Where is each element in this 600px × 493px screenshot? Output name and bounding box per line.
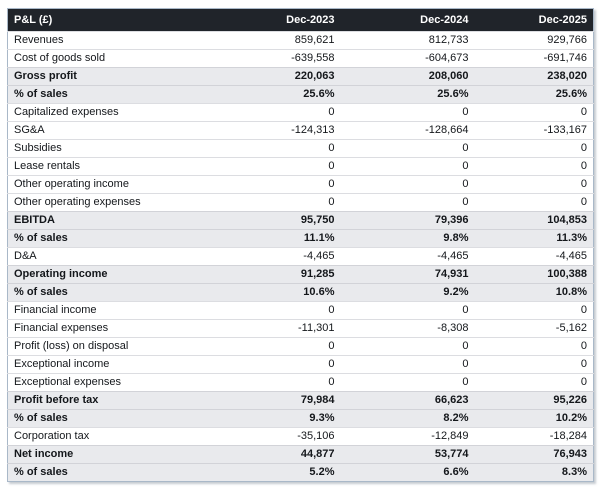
row-label: Net income: [8, 446, 208, 464]
table-row: [8, 374, 594, 392]
row-label: SG&A: [8, 122, 208, 140]
cell-value: 66,623: [341, 392, 475, 410]
cell-value: 0: [341, 104, 475, 122]
table-row: [8, 302, 594, 320]
table-row: [8, 158, 594, 176]
cell-value: 5.2%: [208, 464, 341, 482]
cell-value: -639,558: [208, 50, 341, 68]
row-label: % of sales: [8, 284, 208, 302]
table-row: [8, 266, 594, 284]
cell-value: -604,673: [341, 50, 475, 68]
cell-value: -18,284: [475, 428, 594, 446]
cell-value: -128,664: [341, 122, 475, 140]
row-label: Corporation tax: [8, 428, 208, 446]
table-row: [8, 50, 594, 68]
row-label: Financial income: [8, 302, 208, 320]
cell-value: 0: [341, 140, 475, 158]
table-row: [8, 446, 594, 464]
table-row: [8, 140, 594, 158]
table-row: [8, 230, 594, 248]
cell-value: -4,465: [475, 248, 594, 266]
cell-value: 0: [341, 158, 475, 176]
row-label: Other operating income: [8, 176, 208, 194]
row-label: Other operating expenses: [8, 194, 208, 212]
row-label: Gross profit: [8, 68, 208, 86]
cell-value: 79,984: [208, 392, 341, 410]
cell-value: 44,877: [208, 446, 341, 464]
cell-value: -8,308: [341, 320, 475, 338]
header-row: [8, 9, 594, 32]
cell-value: 0: [341, 194, 475, 212]
cell-value: -4,465: [208, 248, 341, 266]
cell-value: 0: [208, 140, 341, 158]
table-row: [8, 428, 594, 446]
cell-value: 220,063: [208, 68, 341, 86]
cell-value: 0: [341, 356, 475, 374]
column-header-3: Dec-2025: [475, 9, 594, 32]
cell-value: 10.2%: [475, 410, 594, 428]
cell-value: 0: [475, 302, 594, 320]
row-label: Profit (loss) on disposal: [8, 338, 208, 356]
table-row: [8, 320, 594, 338]
cell-value: 0: [475, 176, 594, 194]
cell-value: 25.6%: [341, 86, 475, 104]
cell-value: 0: [208, 338, 341, 356]
cell-value: 0: [208, 194, 341, 212]
cell-value: -4,465: [341, 248, 475, 266]
cell-value: 0: [341, 302, 475, 320]
cell-value: 9.2%: [341, 284, 475, 302]
cell-value: 0: [475, 194, 594, 212]
cell-value: 8.2%: [341, 410, 475, 428]
cell-value: -124,313: [208, 122, 341, 140]
cell-value: 10.8%: [475, 284, 594, 302]
cell-value: 10.6%: [208, 284, 341, 302]
cell-value: 79,396: [341, 212, 475, 230]
cell-value: 25.6%: [208, 86, 341, 104]
cell-value: 0: [208, 374, 341, 392]
cell-value: 0: [475, 338, 594, 356]
row-label: % of sales: [8, 464, 208, 482]
row-label: D&A: [8, 248, 208, 266]
cell-value: 859,621: [208, 32, 341, 50]
table-row: [8, 284, 594, 302]
table-title: P&L (£): [8, 9, 208, 32]
cell-value: 0: [475, 356, 594, 374]
cell-value: 0: [208, 104, 341, 122]
row-label: Revenues: [8, 32, 208, 50]
cell-value: 0: [475, 140, 594, 158]
table-row: [8, 392, 594, 410]
row-label: Operating income: [8, 266, 208, 284]
table-row: [8, 194, 594, 212]
pnl-table: [7, 8, 594, 482]
cell-value: 6.6%: [341, 464, 475, 482]
row-label: % of sales: [8, 230, 208, 248]
cell-value: 0: [208, 158, 341, 176]
row-label: % of sales: [8, 410, 208, 428]
table-row: [8, 338, 594, 356]
cell-value: -691,746: [475, 50, 594, 68]
cell-value: 91,285: [208, 266, 341, 284]
cell-value: 0: [341, 338, 475, 356]
cell-value: 0: [208, 356, 341, 374]
cell-value: 238,020: [475, 68, 594, 86]
cell-value: 0: [341, 374, 475, 392]
row-label: Profit before tax: [8, 392, 208, 410]
cell-value: 812,733: [341, 32, 475, 50]
row-label: EBITDA: [8, 212, 208, 230]
cell-value: -12,849: [341, 428, 475, 446]
table-row: [8, 86, 594, 104]
table-row: [8, 410, 594, 428]
table-row: [8, 68, 594, 86]
table-row: [8, 356, 594, 374]
table-row: [8, 122, 594, 140]
cell-value: 0: [475, 158, 594, 176]
cell-value: 9.8%: [341, 230, 475, 248]
cell-value: 0: [475, 374, 594, 392]
row-label: Exceptional expenses: [8, 374, 208, 392]
cell-value: 11.1%: [208, 230, 341, 248]
cell-value: -5,162: [475, 320, 594, 338]
cell-value: -35,106: [208, 428, 341, 446]
cell-value: 95,750: [208, 212, 341, 230]
cell-value: 0: [208, 302, 341, 320]
row-label: Lease rentals: [8, 158, 208, 176]
cell-value: 9.3%: [208, 410, 341, 428]
table-row: [8, 104, 594, 122]
cell-value: 0: [475, 104, 594, 122]
table-body: [8, 32, 594, 482]
cell-value: 929,766: [475, 32, 594, 50]
row-label: Capitalized expenses: [8, 104, 208, 122]
cell-value: 53,774: [341, 446, 475, 464]
row-label: Financial expenses: [8, 320, 208, 338]
cell-value: 104,853: [475, 212, 594, 230]
cell-value: 74,931: [341, 266, 475, 284]
row-label: % of sales: [8, 86, 208, 104]
cell-value: 0: [341, 176, 475, 194]
cell-value: -11,301: [208, 320, 341, 338]
cell-value: 11.3%: [475, 230, 594, 248]
row-label: Exceptional income: [8, 356, 208, 374]
cell-value: 208,060: [341, 68, 475, 86]
cell-value: 25.6%: [475, 86, 594, 104]
cell-value: -133,167: [475, 122, 594, 140]
row-label: Cost of goods sold: [8, 50, 208, 68]
cell-value: 76,943: [475, 446, 594, 464]
cell-value: 0: [208, 176, 341, 194]
column-header-2: Dec-2024: [341, 9, 475, 32]
cell-value: 100,388: [475, 266, 594, 284]
row-label: Subsidies: [8, 140, 208, 158]
cell-value: 8.3%: [475, 464, 594, 482]
table-row: [8, 32, 594, 50]
table-row: [8, 176, 594, 194]
table-row: [8, 248, 594, 266]
table-row: [8, 464, 594, 482]
cell-value: 95,226: [475, 392, 594, 410]
column-header-1: Dec-2023: [208, 9, 341, 32]
table-row: [8, 212, 594, 230]
